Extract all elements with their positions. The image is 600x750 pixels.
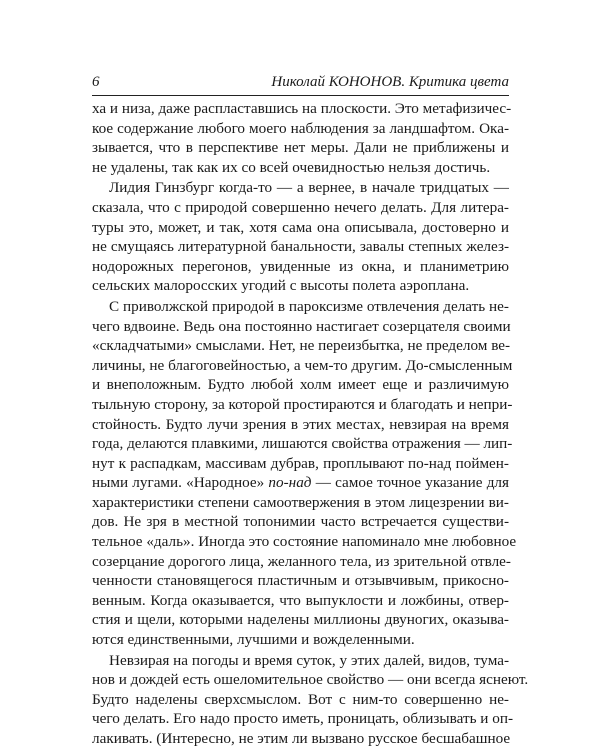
text-line: года, делаются плавкими, лишаются свойства отражения — лип- (92, 435, 513, 453)
paragraph-3 (92, 297, 517, 650)
text-line: нов и дождей есть ошеломительное свойство — они всегда яснеют. (92, 671, 529, 689)
text-line: тельное «даль». Иногда это состояние напоминало мне любовное (92, 533, 517, 551)
italic-term: по-над (268, 474, 312, 492)
body-text (92, 99, 529, 749)
text-line: ченности становящегося пластичным и отзывчивым, прикосно- (92, 572, 509, 590)
text-line: сельских малоросских угодий с высоты полета аэроплана. (92, 277, 470, 295)
text-line: кое содержание любого моего наблюдения за ландшафтом. Ока- (92, 119, 509, 137)
text-line: Будто наделены сверхсмыслом. Вот с ним-то совершенно не- (92, 690, 509, 708)
text-line: стия и щели, которыми наделены миллионы двуногих, оказыва- (92, 611, 509, 629)
paragraph-1 (92, 99, 512, 177)
running-header (92, 71, 509, 93)
text-line: стойность. Будто лучи зрения в этих местах, невзирая на время (92, 415, 509, 433)
text-line: не смущаясь литературной банальности, завалы степных желез- (92, 238, 509, 256)
page-number: 6 (92, 74, 100, 90)
text-line: и внеположным. Будто любой холм имеет еще и различимую (92, 376, 509, 394)
text-line: не удалены, так как их со всей очевидностью нельзя достичь. (92, 158, 491, 176)
text-line: тыльную сторону, за которой простираются и благодать и непри- (92, 395, 513, 413)
text-line: чего делать. Его надо просто иметь, проницать, облизывать и оп- (92, 710, 514, 728)
text-line: чего вдвоине. Ведь она постоянно настигает созерцателя своими (92, 317, 511, 335)
text-line: С приволжской природой в пароксизме отвлечения делать не- (109, 297, 509, 315)
text-line: Невзирая на погоды и время суток, у этих далей, видов, тума- (109, 651, 509, 669)
text-line: характеристики степени самоотвержения в этом лицезрении ви- (92, 493, 509, 511)
text-line: сказала, что с природой совершенно нечего делать. Для литера- (92, 198, 509, 216)
text-line: «складчатыми» смыслами. Нет, не переизбытка, не пределом ве- (92, 337, 511, 355)
text-line: туры это, может, и так, хотя сама она описывала, достоверно и (92, 218, 509, 236)
text-line: нодорожных перегонов, увиденные из окна, и планиметрию (92, 257, 509, 275)
text-line: венным. Когда оказывается, что выпуклости и ложбины, отвер- (92, 591, 509, 609)
text-line: зывается, что в перспективе нет меры. Дали не приближены и (92, 139, 509, 157)
text-line: лакивать. (Интересно, не этим ли вызвано русское бесшабашное (92, 730, 511, 747)
text-line: ются единственными, лучшими и вожделенными. (92, 631, 415, 649)
paragraph-2 (92, 178, 509, 296)
text-line: созерцание дорогого лица, желанного тела, из зрительной отвле- (92, 552, 511, 570)
text-line: дов. Не зря в местной топонимии часто встречается существи- (92, 513, 509, 531)
text-line: ха и низа, даже распластавшись на плоскости. Это метафизичес- (92, 100, 512, 117)
text-line-with-italic: ными лугами. «Народное» по-над — самое точное указание для (92, 474, 509, 492)
header-divider (92, 95, 509, 96)
running-title: Николай КОНОНОВ. Критика цвета (271, 74, 509, 90)
paragraph-4 (92, 651, 529, 749)
text-line: личины, не благоговейностью, а чем-то другим. До-смысленным (92, 356, 513, 374)
text-line: нут к распадкам, массивам дубрав, проплывают по-над поймен- (92, 454, 509, 472)
text-line: Лидия Гинзбург когда-то — а вернее, в начале тридцатых — (109, 179, 509, 197)
